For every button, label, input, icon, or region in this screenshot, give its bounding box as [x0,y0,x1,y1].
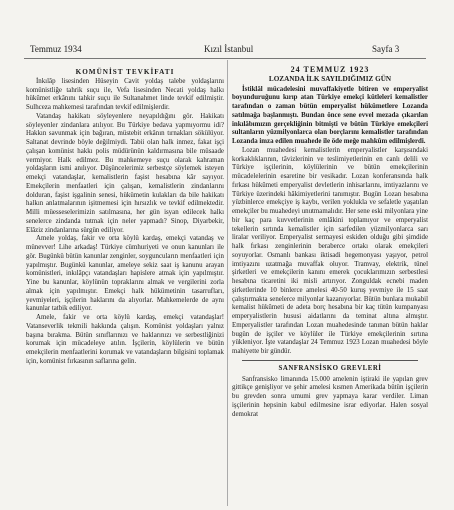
header-rule [24,58,426,59]
section-paragraph: Sanfransisko limanında 15.000 amelenin iştiraki ile yapılan grev gittikçe genişliyor ve şehir amelesi kısmen Amerikada bütün işçilerin bu grevden sonra umumi grev yapmaya karar verdiler. Liman işçilerinin hepsinin kabul edilmesine israr ediyorlar. Halen sosyal demokrat [232,375,428,418]
header-date: Temmuz 1934 [30,44,82,54]
header-page-number: Sayfa 3 [372,44,400,54]
article-headline-right: LOZANDA İLK SAYILDIĞIMIZ GÜN [268,74,392,83]
right-column [232,60,428,506]
left-paragraph: İnkılâp lisesinden Hüseyin Cavit yoldaş talebe yoldaşlarını komünistliğe tahrik suçu ile, Vefa lisesinden Necati yoldaş halkı hükûmet erkânını tahkir suçu ile Sultanahmet linde tevkif edilmiştir. Sulhceza mahkemesi tarafından tevkif edilmişlerdir. [26,77,224,111]
section-rule [242,360,418,361]
right-paragraph: Lozan muahedesi kemalistlerin emperyalistler karşısındaki korkaklıklarının, tâvizlerinin ve teslimiyetlerinin en canlı delili ve Türkiye işçilerinin, köylülerinin ve bütün emekçilerinin mücadelelerinin esaretine bir vesikadır. Lozan konferansında halk fırkası hükûmeti emperyalist devletlerin inhisarlarını, imtiyazlarını ve Türkiye üzerindeki hâkimiyetlerini tanımıştır. Bugün Lozan hesabına yüzbinlerce emekçiye iş kaybı, verilen yoklukla ve sefaletle yaşatılan emekçiler bu muahedeyi unutmamalıdır. Her sene eski milyonlara yine bir kaç para kuvvetlerinin emlâkini toplamıyor ve emperyalist tekellerin sırtında kemalistler için sarfedilen yüzmilyonlarca sarı liralar veriliyor. Emperyalist sermayesi eskiden olduğu gibi şimdide halk fırkası zenginlerinin beraberce ortakı olarak emekçileri soyuyorlar. Osmanlı bankası iktisadi hegemonyası yaşıyor, petrol imtiyazını uzatmağa muvaffak oluyor. Tramvay, elektrik, tünel şirketleri ve emekçilerin kanını emerek çocuklarımızın serbestlesi hesabına ticaretini iki misli artırıyor. Zonguldak ecnebi maden şirketlerinde 10 binlerce amelesi 40-50 kuruş yevmiye ile 15 saat çalıştırmakta senelerce milyonlar kazanıyorlar. Bütün bunlara mukabil kemalist hükûmeti de adeta borç hesabına bir kaç tütün kumpanyası emperyalistlerin hususi aidatlarını da teminat altına almıştır. Emperyalistler tarafından Lozan muahedesinde tanınan bütün haklar bugün de işçiler ve köylüler ile Türkiye emekçilerinin sırtına yükleniyor. İşte vatandaşlar 24 Temmuz 1923 Lozan muahedesi böyle mahiyette bir gündür. [232,146,428,355]
left-paragraph: Vatandaş hakikatı söyleyenlere neyapıldığını gör. Hakikatı söyleyenler zindanlara atılıyor. Bu Türkiye bedava yapmıyormu idi? Hakkın savunmak için bağıran, müstebit erkânın tırnakları sökülüyor. Saltanat devrinde böyle değilmiydi. Tabii olan halk inmez, fakat işçi çalışan komünist hakkı polis müdürünün kaldırmasına bile müsaade vermiyor. Halk edilmez. Bu mahkemeye suçu olarak kahraman yoldaşların ismi anılıyor. Düşüncelerimiz serbestçe söylemek isteyen emekçi vatandaşlar, kemalistlerin faşist hesabına kâr sayıyor. Emekçilerin menfaatleri için çalışan, kemalistlerin zindanlarını dolduran, faşist işgalinin senesi, hükümetin kulakları da bile hakikatı halkın anlatmalarının işitmemesi için hırsızlık ve tevkif edilmektedir. Milli müesseselerimizin satılmasına, her gün isyan edilecek halkı senelerce zindanda tutmak için neler yapmadı? Sinop, Diyarbekir, Elâziz zindanlarına sürgün ediliyor. [26,112,224,234]
left-paragraph: Amele, fakir ve orta köylü kardaş, emekçi vatandaşlar! Vatanseverlik tekmili hakkında çalışın. Komünist yoldaşları yalnız başına bırakma. Bütün sınıflarınızı ve haklarınızı ve serbestliğinizi korumak için mücadeleye atılın. İşçilerin, köylülerin ve bütün emekçilerin menfaatlerini korumak ve vatandaşların bilgisini toplamak için, komünist fırkasının saflarına gelin. [26,314,224,365]
right-lead-paragraph: İstiklâl mücadelesini muvaffakiyetle bitiren ve emperyalist boyunduruğunu kırıp atan Türkiye emekçi kütleleri kemalistler tarafından o zaman bütün emperyalist hükümetlere Lozanda satılmağa başlanmıştı. Bundan önce sene evvel mezada çıkarılan inkılâbımızın gerçekliğinin bitmişti ve bütün Türkiye emekçileri sultanların yüzmilyonlarca olan borçlarını kemalistler tarafından Lozanda imza edilen muahede ile öde meğe mahkûm edilmişlerdi. [232,85,428,145]
column-divider [227,60,228,506]
header-paper-name: Kızıl İstanbul [204,44,254,54]
left-column [26,60,224,506]
section-title: SANFRANSİSKO GREVLERİ [278,364,382,372]
article-title-left: KOMÜNİST TEVKİFATI [75,68,175,76]
page-header [0,44,454,58]
left-paragraph: Amele yoldaş, fakir ve orta köylü kardaş, emekçi vatandaş ve münevver! Lihe arkadaş! Türkiye cümhuriyeti ve onun kanunları ile gör. Bugünkü bütün kanunlar zenginler, soyguncuların menfaatleri için yapılmıştır. Bugünkü kanunlar, ameleye sekiz saat iş kanunu arayan komünistleri, inkılâpçı vatandaşları hapislere atmak için yapılmıştır. Yine bu kanunlar, köylünün topraklarını almak ve vergilerini zorla almak için yapılmıştır. Emekçi halk hükümetinin tasarrufları, yevmiyeleri, işçilerin haklarını da alıyorlar. Mahkemelerde de aynı kanunlar tatbik ediliyor. [26,235,224,313]
article-date-right: 24 TEMMUZ 1923 [290,65,370,74]
